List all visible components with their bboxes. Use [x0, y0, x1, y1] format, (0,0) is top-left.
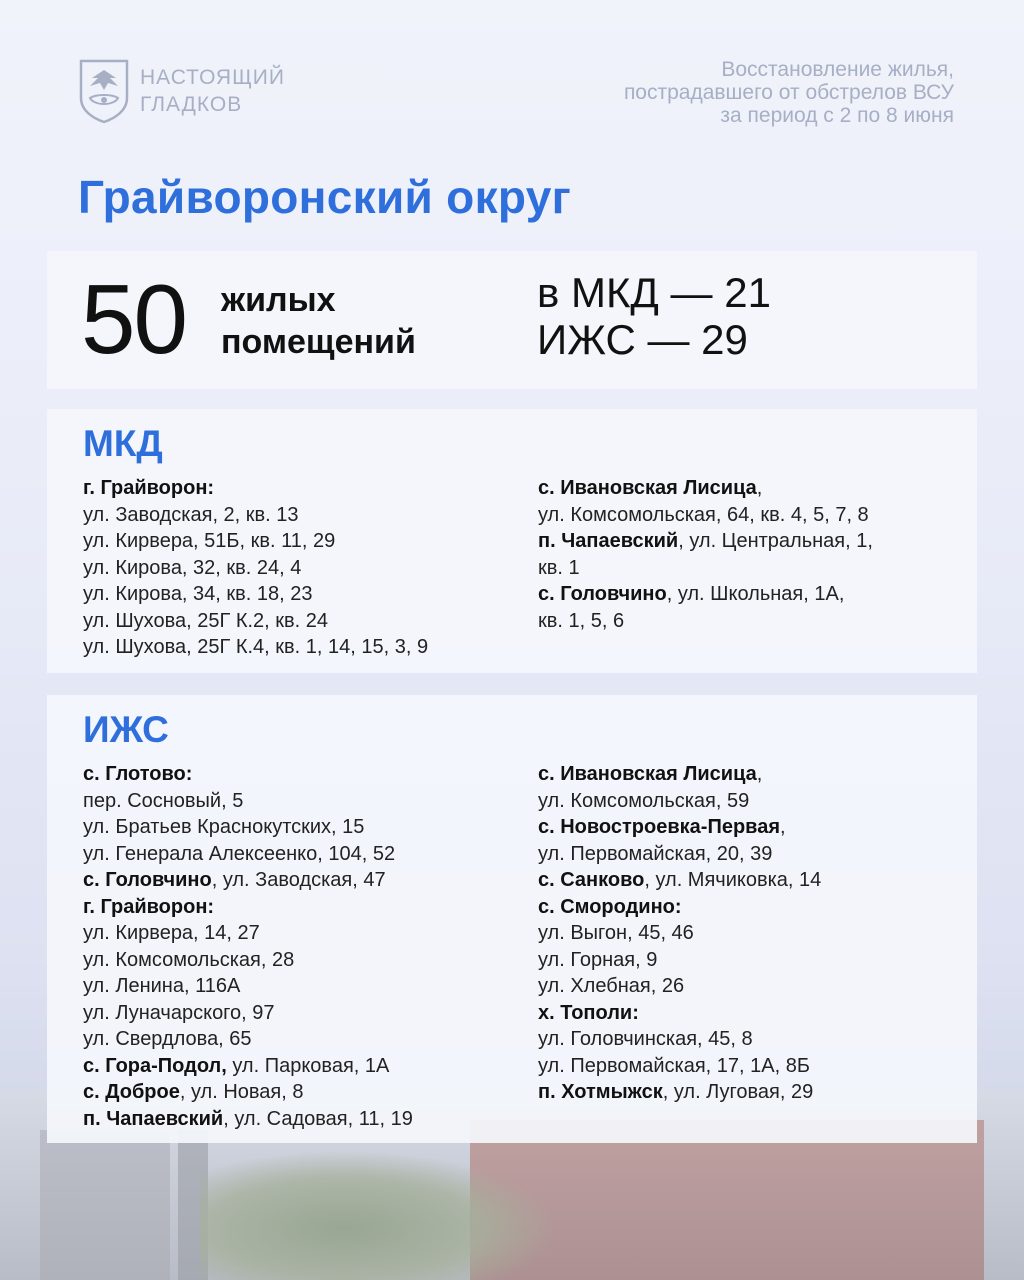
address-line	[538, 788, 821, 815]
address-line	[538, 555, 873, 582]
address-text: ул. Парковая, 1А	[226, 1054, 390, 1077]
address-text: ул. Выгон, 45, 46	[538, 922, 694, 944]
locality-name: г. Грайворон:	[83, 477, 215, 499]
header-note: Восстановление жилья, пострадавшего от обстрелов ВСУ за период с 2 по 8 июня	[623, 58, 954, 127]
address-line	[538, 867, 821, 894]
address-line	[83, 947, 413, 974]
address-line	[83, 1026, 413, 1053]
address-line	[538, 973, 821, 1000]
locality-name: с. Головчино	[83, 869, 212, 891]
address-text: ул. Луначарского, 97	[83, 1001, 275, 1024]
address-text: ул. Кирвера, 51Б, кв. 11, 29	[83, 530, 336, 552]
address-text: ул. Хлебная, 26	[538, 975, 685, 997]
locality-name: п. Чапаевский	[538, 530, 679, 552]
address-text: ул. Шухова, 25Г К.2, кв. 24	[83, 609, 329, 632]
locality-name: с. Доброе	[83, 1081, 180, 1103]
address-line	[538, 608, 873, 635]
address-line	[83, 1000, 413, 1027]
address-line	[538, 894, 821, 921]
address-line	[83, 475, 428, 502]
address-line	[538, 1079, 821, 1106]
izhs-title: ИЖС	[83, 709, 169, 750]
address-line	[83, 1106, 413, 1133]
address-line	[538, 1053, 821, 1080]
mkd-left-list	[83, 475, 428, 661]
locality-name: с. Санково	[538, 869, 645, 891]
address-line	[538, 475, 873, 502]
mkd-count: в МКД — 21	[537, 269, 771, 316]
address-line	[538, 1026, 821, 1053]
address-line	[538, 502, 873, 529]
address-text: ,	[756, 763, 763, 785]
mkd-right-list	[538, 475, 873, 634]
izhs-left-list	[83, 761, 413, 1132]
address-line	[83, 1053, 413, 1080]
address-line	[538, 920, 821, 947]
brand-logo	[78, 58, 285, 124]
summary-panel	[47, 251, 977, 389]
locality-name: с. Головчино	[538, 583, 667, 605]
locality-name: с. Глотово:	[83, 763, 193, 785]
address-text: ул. Первомайская, 20, 39	[538, 842, 773, 865]
address-text: ул. Братьев Краснокутских, 15	[83, 816, 365, 838]
locality-name: х. Тополи:	[538, 1001, 639, 1024]
address-line	[83, 502, 428, 529]
address-text: ул. Комсомольская, 64, кв. 4, 5, 7, 8	[538, 503, 869, 526]
address-line	[538, 761, 821, 788]
address-text: ул. Заводская, 2, кв. 13	[83, 503, 299, 526]
address-line	[83, 1079, 413, 1106]
mkd-panel	[47, 409, 977, 673]
address-text: , ул. Садовая, 11, 19	[223, 1107, 413, 1130]
izhs-panel	[47, 695, 977, 1143]
address-text: ул. Комсомольская, 28	[83, 948, 295, 971]
address-text: ул. Генерала Алексеенко, 104, 52	[83, 842, 396, 865]
brand-name: НАСТОЯЩИЙ ГЛАДКОВ	[140, 66, 285, 116]
address-line	[83, 555, 428, 582]
address-text: , ул. Новая, 8	[179, 1081, 304, 1103]
address-text: ул. Первомайская, 17, 1А, 8Б	[538, 1054, 810, 1077]
address-line	[538, 581, 873, 608]
izhs-count: ИЖС — 29	[537, 316, 748, 363]
address-line	[83, 608, 428, 635]
locality-name: с. Гора-Подол,	[83, 1054, 227, 1077]
locality-name: с. Ивановская Лисица	[538, 763, 757, 785]
address-text: ул. Комсомольская, 59	[538, 789, 750, 812]
address-line	[83, 841, 413, 868]
address-text: ул. Горная, 9	[538, 948, 658, 971]
address-line	[83, 581, 428, 608]
address-text: ,	[756, 477, 763, 499]
address-text: ул. Кирвера, 14, 27	[83, 922, 260, 944]
address-text: ,	[779, 816, 786, 838]
address-text: ул. Ленина, 116А	[83, 975, 241, 997]
coat-of-arms-icon	[78, 58, 130, 124]
address-text: ул. Свердлова, 65	[83, 1028, 252, 1050]
address-line	[83, 528, 428, 555]
address-text: ул. Головчинская, 45, 8	[538, 1028, 753, 1050]
address-line	[83, 814, 413, 841]
address-text: ул. Шухова, 25Г К.4, кв. 1, 14, 15, 3, 9	[83, 636, 429, 658]
locality-name: п. Чапаевский	[83, 1107, 224, 1130]
address-line	[83, 894, 413, 921]
locality-name: с. Новостроевка-Первая	[538, 816, 780, 838]
address-line	[83, 867, 413, 894]
address-text: , ул. Заводская, 47	[211, 869, 386, 891]
address-text: кв. 1	[538, 556, 580, 579]
address-line	[83, 634, 428, 661]
locality-name: п. Хотмыжск	[538, 1081, 663, 1103]
address-text: , ул. Мячиковка, 14	[644, 869, 822, 891]
address-line	[538, 841, 821, 868]
address-text: ул. Кирова, 34, кв. 18, 23	[83, 583, 313, 605]
address-line	[538, 814, 821, 841]
count-breakdown	[537, 269, 771, 363]
locality-name: с. Ивановская Лисица	[538, 477, 757, 499]
address-text: ул. Кирова, 32, кв. 24, 4	[83, 556, 302, 579]
address-text: , ул. Школьная, 1А,	[666, 583, 845, 605]
address-line	[538, 528, 873, 555]
address-line	[538, 947, 821, 974]
address-line	[83, 920, 413, 947]
total-label: жилых помещений	[221, 281, 416, 361]
mkd-title: МКД	[83, 423, 163, 464]
address-text: кв. 1, 5, 6	[538, 609, 625, 632]
address-text: пер. Сосновый, 5	[83, 789, 244, 812]
address-text: , ул. Луговая, 29	[662, 1081, 814, 1103]
address-line	[83, 788, 413, 815]
total-count: 50	[81, 264, 187, 374]
address-text: , ул. Центральная, 1,	[678, 530, 873, 552]
address-line	[83, 761, 413, 788]
locality-name: с. Смородино:	[538, 895, 682, 918]
address-line	[538, 1000, 821, 1027]
izhs-right-list	[538, 761, 821, 1106]
address-line	[83, 973, 413, 1000]
district-title: Грайворонский округ	[78, 171, 572, 223]
locality-name: г. Грайворон:	[83, 895, 215, 918]
